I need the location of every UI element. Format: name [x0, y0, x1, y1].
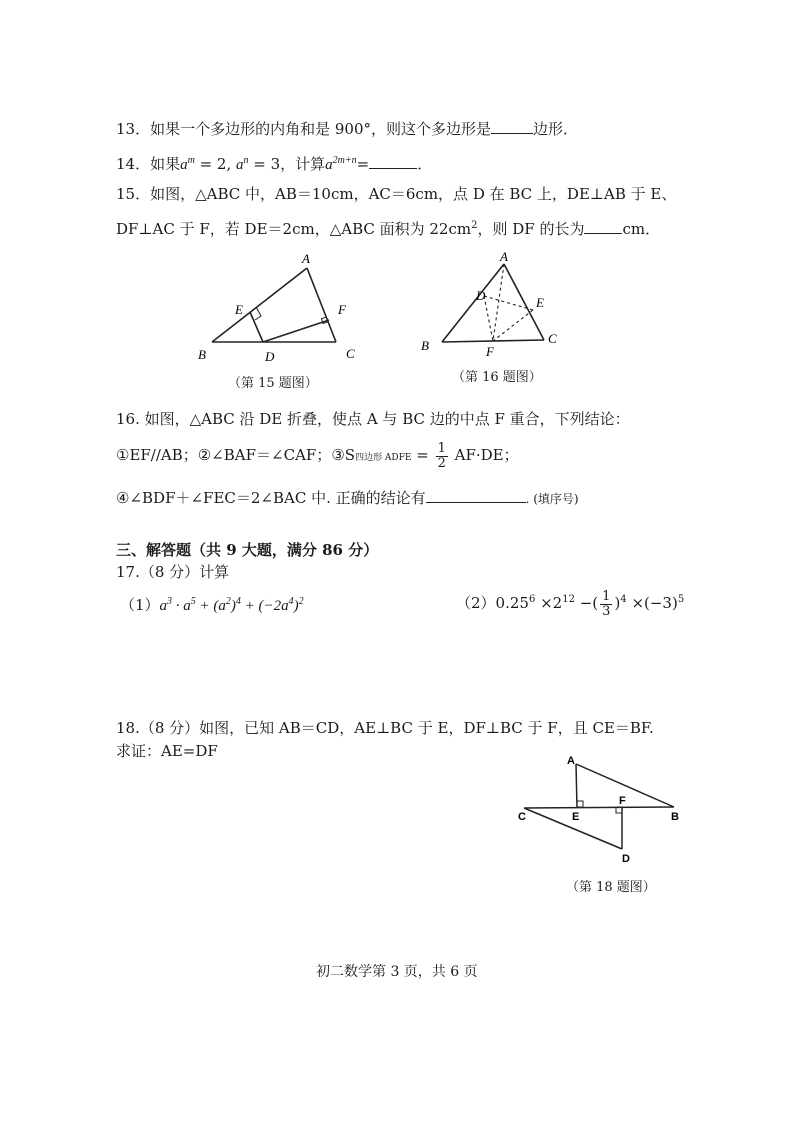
answer-blank-15[interactable] [584, 219, 622, 234]
side-ac [307, 268, 336, 342]
label-e: E [235, 302, 243, 317]
label-a: A [302, 251, 310, 266]
eq-1: = 2, [194, 155, 237, 173]
fill-order-note: . (填序号) [525, 492, 579, 506]
fraction-one-half [436, 442, 448, 471]
side-ab [212, 268, 307, 342]
question-14 [116, 151, 432, 175]
expression-1: $a^3 \cdot a^5 + (a^2)^4 + (-2a^4)^2$ [159, 596, 304, 614]
page-footer: 初二数学第 3 页，共 6 页 [316, 964, 478, 980]
answer-blank-13[interactable] [491, 119, 533, 134]
var-a: a [180, 157, 188, 173]
right-angle-mark-f [321, 317, 327, 323]
term-d: ) [614, 594, 621, 612]
fraction-numerator: 1 [602, 588, 611, 604]
conclusion-4: ④∠BDF＋∠FEC＝2∠BAC 中. 正确的结论有 [116, 489, 426, 507]
label-a: A [500, 250, 508, 264]
question-15-line-2-b: ，则 DF 的长为 [477, 220, 585, 238]
question-18-line-2: 求证：AE=DF [116, 742, 218, 760]
exp-m: m [187, 155, 195, 166]
exp-b: 12 [562, 594, 575, 605]
figure-16 [412, 250, 572, 365]
question-17-title: 17.（8 分）计算 [116, 563, 230, 581]
figure-15-caption: （第 15 题图） [228, 376, 318, 391]
fraction-one-third [600, 590, 612, 619]
label-f: F [619, 795, 626, 807]
label-d: D [476, 288, 486, 303]
fraction-denominator: 3 [602, 603, 611, 619]
answer-blank-14[interactable] [369, 154, 417, 169]
fold-de [484, 296, 533, 310]
label-f: F [486, 344, 494, 359]
figure-18 [510, 750, 690, 870]
question-17-part-2 [456, 585, 684, 619]
question-16-line-3 [116, 488, 579, 509]
label-c: C [548, 331, 557, 346]
right-angle-mark-e [577, 801, 583, 807]
exp-a: 6 [528, 594, 536, 605]
part-1-label: （1） [120, 596, 160, 614]
label-c: C [518, 811, 526, 823]
question-13 [116, 119, 578, 139]
label-e: E [572, 811, 580, 823]
label-d: D [265, 349, 275, 364]
term-c: −( [574, 594, 599, 612]
question-15-line-2 [116, 216, 660, 239]
label-a: A [567, 755, 575, 767]
term-b: ×2 [535, 594, 563, 612]
question-14-prefix: 14．如果 [116, 155, 181, 173]
conclusion-3-end: AF·DE； [449, 446, 519, 464]
label-b: B [421, 338, 429, 353]
part-2-label: （2） [456, 594, 496, 612]
area-subscript: 四边形 ADFE [355, 453, 412, 463]
label-b: B [198, 347, 206, 362]
section-3-title: 三、解答题（共 9 大题，满分 86 分） [116, 541, 379, 559]
question-18-line-1: 18.（8 分）如图，已知 AB＝CD，AE⊥BC 于 E，DF⊥BC 于 F，且 CE＝BF. [116, 719, 654, 737]
superscript-2: 2 [471, 220, 478, 231]
exp-e: 5 [677, 594, 685, 605]
question-16-line-1: 16. 如图，△ABC 沿 DE 折叠，使点 A 与 BC 边的中点 F 重合，下列结论： [116, 410, 630, 428]
question-14-suffix: ． [417, 155, 433, 173]
question-13-text: 13．如果一个多边形的内角和是 900°，则这个多边形是 [116, 120, 491, 138]
label-d: D [622, 853, 630, 865]
fraction-denominator: 2 [437, 455, 446, 471]
question-15-line-2-a: DF⊥AC 于 F，若 DE＝2cm，△ABC 面积为 22cm [116, 220, 472, 238]
fraction-numerator: 1 [437, 440, 446, 456]
exp-d: 4 [620, 594, 627, 605]
question-15-unit: cm． [622, 220, 661, 238]
figure-16-caption: （第 16 题图） [452, 370, 542, 385]
line-cb [524, 807, 674, 808]
term-e: ×(−3) [626, 594, 678, 612]
question-16-line-2 [116, 440, 519, 473]
eq-3: = [356, 155, 370, 173]
figure-15 [190, 250, 370, 370]
answer-blank-16[interactable] [426, 488, 526, 503]
question-17-part-1 [120, 592, 304, 616]
exp-n: n [243, 155, 249, 166]
question-15-line-1: 15．如图，△ABC 中，AB＝10cm，AC＝6cm，点 D 在 BC 上，DE⊥AB 于 E、 [116, 185, 677, 203]
var-a: a [325, 157, 333, 173]
exp-2m-n: 2m+n [332, 155, 357, 166]
question-13-suffix: 边形． [533, 120, 579, 138]
label-c: C [346, 346, 355, 361]
eq-2: = 3，计算 [248, 155, 326, 173]
equals: = [411, 446, 434, 464]
label-e: E [536, 295, 544, 310]
segment-ef [493, 310, 533, 341]
var-a: a [236, 157, 244, 173]
right-angle-mark-e [255, 307, 261, 320]
label-f: F [338, 302, 346, 317]
segment-df [263, 320, 329, 342]
term-a: 0.25 [495, 594, 529, 612]
conclusion-1-3: ①EF//AB；②∠BAF＝∠CAF；③S [116, 446, 356, 464]
figure-18-caption: （第 18 题图） [566, 880, 656, 895]
label-b: B [671, 811, 679, 823]
